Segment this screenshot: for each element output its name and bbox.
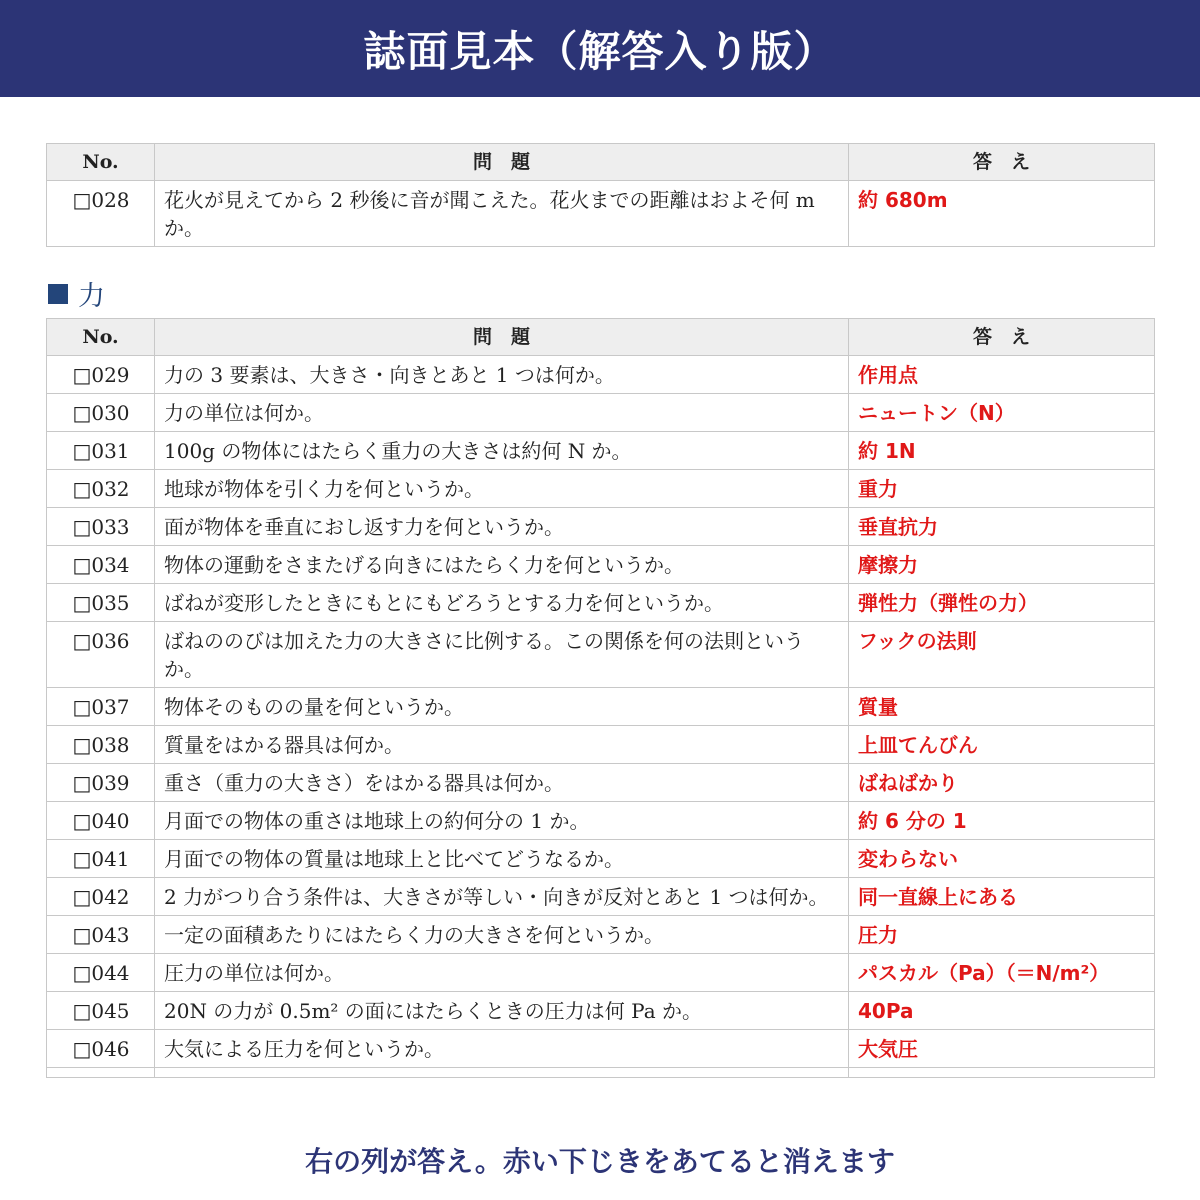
table-row bbox=[47, 764, 1155, 802]
row-number: □028 bbox=[47, 181, 155, 247]
table-row bbox=[47, 688, 1155, 726]
question-text: 圧力の単位は何か。 bbox=[155, 954, 849, 992]
main-table-viewport bbox=[0, 318, 1200, 1126]
row-number: □031 bbox=[47, 432, 155, 470]
row-number: □032 bbox=[47, 470, 155, 508]
row-number: □038 bbox=[47, 726, 155, 764]
header-no: No. bbox=[47, 319, 155, 356]
answer-text: 質量 bbox=[849, 688, 1155, 726]
answer-text bbox=[849, 1068, 1155, 1078]
row-number: □043 bbox=[47, 916, 155, 954]
question-text: ばねののびは加えた力の大きさに比例する。この関係を何の法則というか。 bbox=[155, 622, 849, 688]
row-number bbox=[47, 1068, 155, 1078]
page-title: 誌面見本（解答入り版） bbox=[363, 26, 837, 76]
answer-text: 弾性力（弾性の力） bbox=[849, 584, 1155, 622]
question-text: 面が物体を垂直におし返す力を何というか。 bbox=[155, 508, 849, 546]
answer-text: 垂直抗力 bbox=[849, 508, 1155, 546]
section-heading bbox=[48, 274, 105, 313]
question-text: ばねが変形したときにもとにもどろうとする力を何というか。 bbox=[155, 584, 849, 622]
table-row bbox=[47, 1068, 1155, 1078]
table-row bbox=[47, 432, 1155, 470]
header-question: 問 題 bbox=[155, 319, 849, 356]
header-no: No. bbox=[47, 144, 155, 181]
answer-text: 上皿てんびん bbox=[849, 726, 1155, 764]
question-text: 大気による圧力を何というか。 bbox=[155, 1030, 849, 1068]
answer-text: 重力 bbox=[849, 470, 1155, 508]
answer-text: 約 680m bbox=[849, 181, 1155, 247]
question-text: 20N の力が 0.5m² の面にはたらくときの圧力は何 Pa か。 bbox=[155, 992, 849, 1030]
table-row bbox=[47, 470, 1155, 508]
table-row bbox=[47, 508, 1155, 546]
table-row bbox=[47, 584, 1155, 622]
title-banner bbox=[0, 0, 1200, 97]
answer-text: 約 6 分の 1 bbox=[849, 802, 1155, 840]
question-text: 物体の運動をさまたげる向きにはたらく力を何というか。 bbox=[155, 546, 849, 584]
row-number: □039 bbox=[47, 764, 155, 802]
answer-text: 作用点 bbox=[849, 356, 1155, 394]
row-number: □030 bbox=[47, 394, 155, 432]
row-number: □036 bbox=[47, 622, 155, 688]
question-text: 100g の物体にはたらく重力の大きさは約何 N か。 bbox=[155, 432, 849, 470]
row-number: □040 bbox=[47, 802, 155, 840]
row-number: □037 bbox=[47, 688, 155, 726]
table-row bbox=[47, 840, 1155, 878]
top-question-table bbox=[46, 143, 1155, 247]
answer-text: 同一直線上にある bbox=[849, 878, 1155, 916]
footer-note: 右の列が答え。赤い下じきをあてると消えます bbox=[305, 1145, 895, 1178]
header-answer: 答 え bbox=[849, 144, 1155, 181]
table-row bbox=[47, 622, 1155, 688]
question-text: 重さ（重力の大きさ）をはかる器具は何か。 bbox=[155, 764, 849, 802]
table-row bbox=[47, 916, 1155, 954]
table-header-row bbox=[47, 144, 1155, 181]
table-row bbox=[47, 181, 1155, 247]
question-text: 力の 3 要素は、大きさ・向きとあと 1 つは何か。 bbox=[155, 356, 849, 394]
table-row bbox=[47, 726, 1155, 764]
row-number: □046 bbox=[47, 1030, 155, 1068]
row-number: □029 bbox=[47, 356, 155, 394]
answer-text: パスカル（Pa）（＝N/m²） bbox=[849, 954, 1155, 992]
question-text: 質量をはかる器具は何か。 bbox=[155, 726, 849, 764]
question-text: 力の単位は何か。 bbox=[155, 394, 849, 432]
table-row bbox=[47, 394, 1155, 432]
question-text: 花火が見えてから 2 秒後に音が聞こえた。花火までの距離はおよそ何 m か。 bbox=[155, 181, 849, 247]
answer-text: ばねばかり bbox=[849, 764, 1155, 802]
question-text: 月面での物体の重さは地球上の約何分の 1 か。 bbox=[155, 802, 849, 840]
table-row bbox=[47, 802, 1155, 840]
row-number: □033 bbox=[47, 508, 155, 546]
table-row bbox=[47, 546, 1155, 584]
answer-text: 圧力 bbox=[849, 916, 1155, 954]
row-number: □042 bbox=[47, 878, 155, 916]
question-text: 月面での物体の質量は地球上と比べてどうなるか。 bbox=[155, 840, 849, 878]
header-answer: 答 え bbox=[849, 319, 1155, 356]
answer-text: 変わらない bbox=[849, 840, 1155, 878]
question-text: 一定の面積あたりにはたらく力の大きさを何というか。 bbox=[155, 916, 849, 954]
table-row bbox=[47, 992, 1155, 1030]
table-header-row bbox=[47, 319, 1155, 356]
table-row bbox=[47, 356, 1155, 394]
row-number: □035 bbox=[47, 584, 155, 622]
answer-text: 40Pa bbox=[849, 992, 1155, 1030]
answer-text: 大気圧 bbox=[849, 1030, 1155, 1068]
answer-text: 約 1N bbox=[849, 432, 1155, 470]
row-number: □045 bbox=[47, 992, 155, 1030]
answer-text: 摩擦力 bbox=[849, 546, 1155, 584]
section-title: 力 bbox=[78, 281, 105, 312]
answer-text: フックの法則 bbox=[849, 622, 1155, 688]
question-text: 2 力がつり合う条件は、大きさが等しい・向きが反対とあと 1 つは何か。 bbox=[155, 878, 849, 916]
square-bullet-icon bbox=[48, 284, 68, 304]
row-number: □044 bbox=[47, 954, 155, 992]
row-number: □034 bbox=[47, 546, 155, 584]
table-row bbox=[47, 954, 1155, 992]
main-question-table bbox=[46, 318, 1155, 1078]
question-text bbox=[155, 1068, 849, 1078]
question-text: 物体そのものの量を何というか。 bbox=[155, 688, 849, 726]
table-row bbox=[47, 878, 1155, 916]
header-question: 問 題 bbox=[155, 144, 849, 181]
answer-text: ニュートン（N） bbox=[849, 394, 1155, 432]
question-text: 地球が物体を引く力を何というか。 bbox=[155, 470, 849, 508]
table-row bbox=[47, 1030, 1155, 1068]
row-number: □041 bbox=[47, 840, 155, 878]
